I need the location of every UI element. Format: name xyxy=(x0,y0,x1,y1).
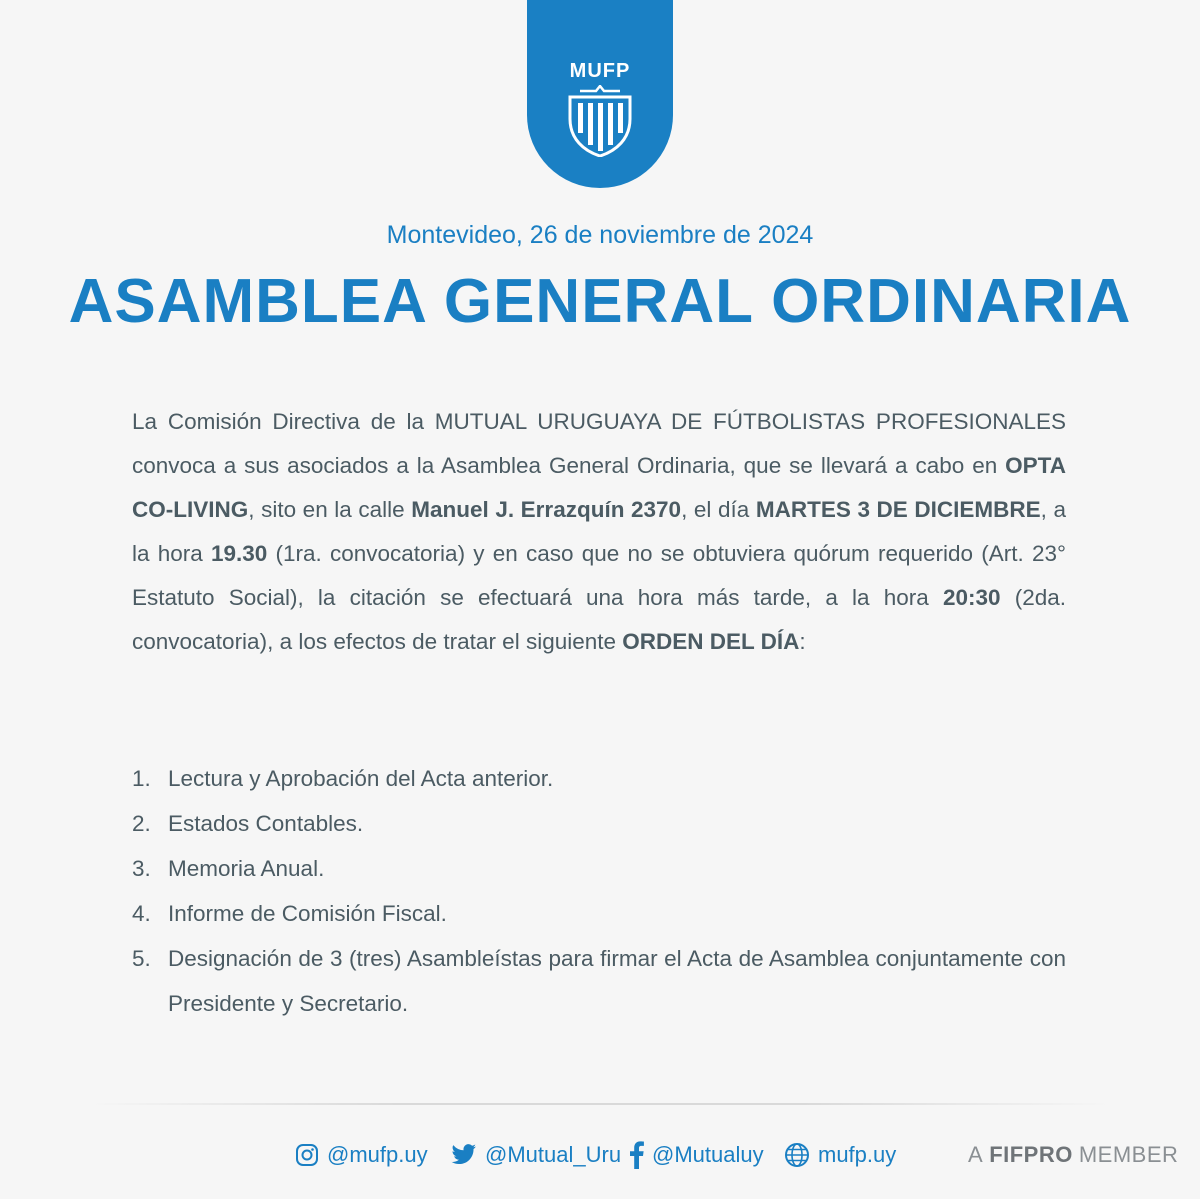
website-link[interactable] xyxy=(784,1140,896,1170)
page-title: ASAMBLEA GENERAL ORDINARIA xyxy=(68,267,1132,336)
first-call-time: 19.30 xyxy=(210,541,268,566)
paragraph-text: (1ra. convocatoria) y en caso que no se obtuviera quórum requerido (Art. 23° Estatuto Social), la citación se efectuará una hora más tarde, a la hora xyxy=(132,541,1066,610)
twitter-icon xyxy=(451,1144,477,1166)
agenda-text: Informe de Comisión Fiscal. xyxy=(168,901,447,926)
paragraph-text: : xyxy=(799,629,806,654)
agenda-item xyxy=(132,936,1066,1026)
agenda-item xyxy=(132,756,1066,801)
agenda-number: 2. xyxy=(132,811,151,836)
agenda-item xyxy=(132,891,1066,936)
fifpro-prefix: A xyxy=(968,1142,984,1167)
agenda-list xyxy=(132,756,1066,1026)
fifpro-member-badge xyxy=(968,1140,1178,1170)
announcement-paragraph xyxy=(132,400,1066,664)
venue-address: Manuel J. Errazquín 2370 xyxy=(411,497,682,522)
agenda-number: 4. xyxy=(132,901,151,926)
venue-name: OPTA CO-LIVING xyxy=(132,453,1066,522)
facebook-icon xyxy=(630,1141,644,1169)
agenda-item xyxy=(132,846,1066,891)
document-date: Montevideo, 26 de noviembre de 2024 xyxy=(386,221,814,249)
facebook-link[interactable] xyxy=(630,1140,764,1170)
fifpro-brand: FIFPRO xyxy=(989,1142,1073,1167)
paragraph-text: , a la hora xyxy=(132,497,1066,566)
instagram-link[interactable] xyxy=(295,1140,428,1170)
agenda-number: 3. xyxy=(132,856,151,881)
facebook-handle: @Mutualuy xyxy=(652,1142,764,1167)
meeting-day: MARTES 3 DE DICIEMBRE xyxy=(755,497,1041,522)
paragraph-text: La Comisión Directiva de la MUTUAL URUGUAYA DE FÚTBOLISTAS PROFESIONALES convoca a sus asociados a la Asamblea General Ordinaria, que se llevará a cabo en xyxy=(132,409,1066,478)
crest-icon xyxy=(566,85,634,157)
footer-divider xyxy=(90,1103,1110,1105)
globe-icon xyxy=(784,1142,810,1168)
instagram-icon xyxy=(295,1143,319,1167)
agenda-text: Designación de 3 (tres) Asambleístas para firmar el Acta de Asamblea conjuntamente con Presidente y Secretario. xyxy=(168,946,1066,1016)
agenda-text: Memoria Anual. xyxy=(168,856,325,881)
twitter-link[interactable] xyxy=(451,1140,621,1170)
logo-badge xyxy=(527,0,673,188)
twitter-handle: @Mutual_Uru xyxy=(485,1142,622,1167)
agenda-item xyxy=(132,801,1066,846)
agenda-text: Estados Contables. xyxy=(168,811,364,836)
agenda-label: ORDEN DEL DÍA xyxy=(622,629,800,654)
paragraph-text: , el día xyxy=(681,497,756,522)
website-url: mufp.uy xyxy=(818,1142,897,1167)
agenda-number: 5. xyxy=(132,946,151,971)
instagram-handle: @mufp.uy xyxy=(327,1142,428,1167)
paragraph-text: (2da. convocatoria), a los efectos de tratar el siguiente xyxy=(132,585,1066,654)
logo-text: MUFP xyxy=(569,60,631,82)
paragraph-text: , sito en la calle xyxy=(248,497,412,522)
agenda-number: 1. xyxy=(132,766,151,791)
second-call-time: 20:30 xyxy=(942,585,1001,610)
agenda-text: Lectura y Aprobación del Acta anterior. xyxy=(168,766,554,791)
fifpro-suffix: MEMBER xyxy=(1078,1142,1179,1167)
